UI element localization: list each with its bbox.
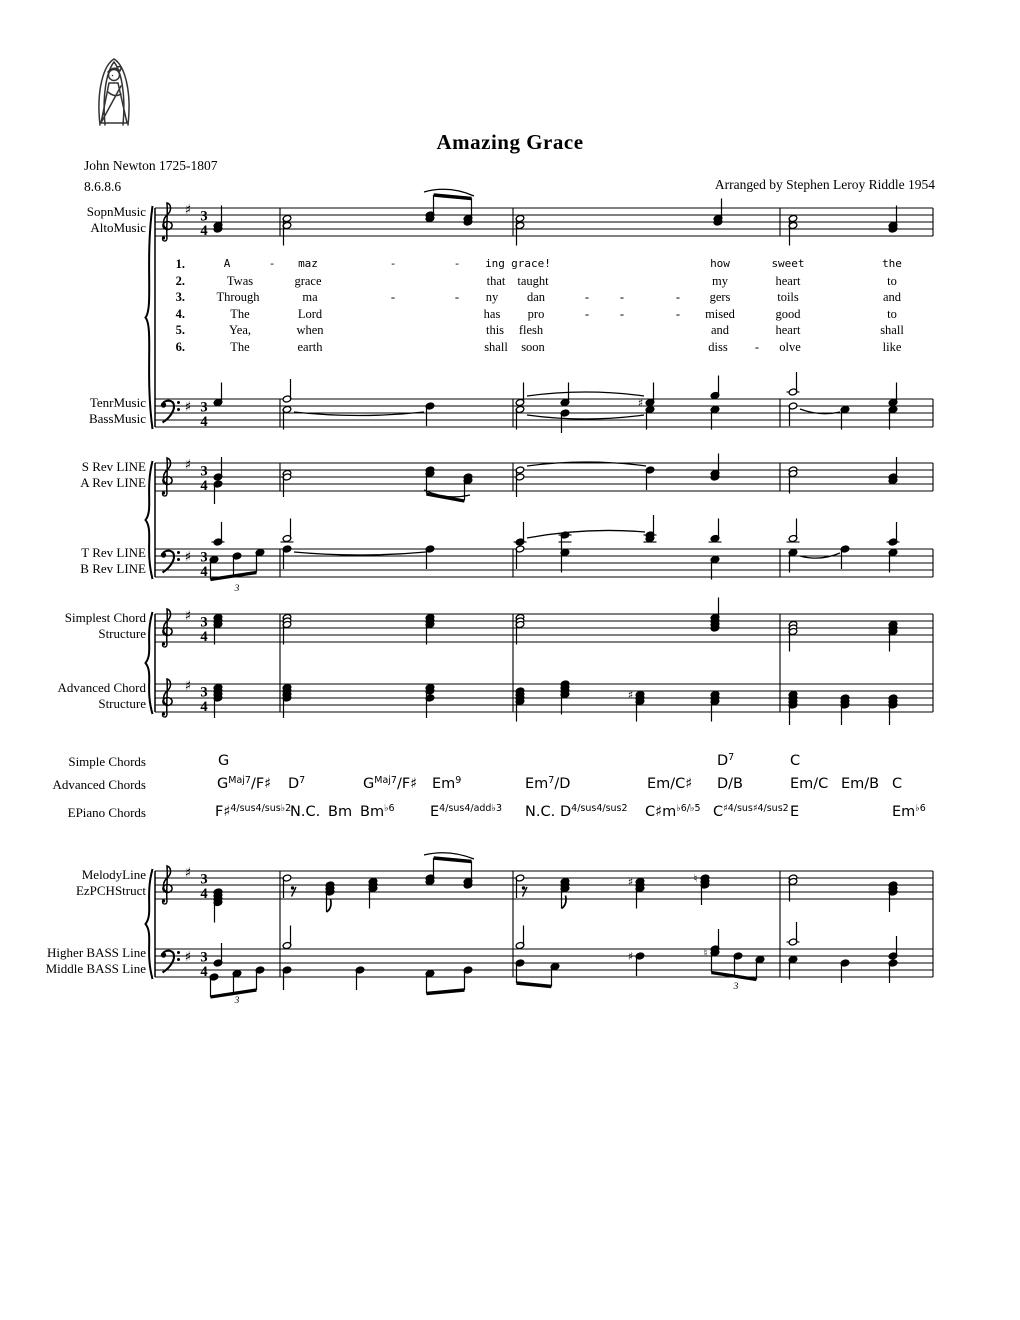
staff-label: Structure — [98, 696, 146, 711]
chord-root-text: E — [430, 804, 440, 820]
slur-tie — [527, 392, 644, 396]
lyric-syllable: maz — [298, 257, 318, 270]
meter-notation: 8.6.8.6 — [84, 179, 122, 194]
verse-number: 5. — [175, 323, 185, 338]
chord-symbol — [215, 803, 291, 823]
lyric-syllable: dan — [526, 290, 546, 305]
key-signature-sharp: ♯ — [184, 949, 192, 965]
chord-extension-superscript: Maj7 — [228, 774, 251, 786]
key-signature-sharp: ♯ — [184, 549, 192, 565]
lyric-syllable: Through — [216, 290, 260, 305]
chord-symbol — [717, 752, 734, 772]
staff-label: B Rev LINE — [80, 561, 146, 576]
accidental: ♮ — [693, 872, 698, 885]
time-signature-numerator: 3 — [200, 399, 208, 416]
staff-label: S Rev LINE — [81, 459, 146, 474]
lyric-syllable: when — [296, 323, 324, 338]
staff-label: BassMusic — [88, 411, 146, 426]
chord-symbol — [790, 752, 800, 770]
chord-root-text: Em/C♯ — [647, 776, 693, 792]
chord-root-text: Bm — [328, 804, 353, 820]
lyric-syllable: has — [483, 306, 501, 321]
chord-symbol — [525, 803, 555, 821]
bass-clef-icon — [177, 401, 180, 404]
bass-clef-icon — [177, 558, 180, 561]
chord-row-label: EPiano Chords — [67, 805, 146, 820]
verse-number: 1. — [175, 257, 185, 271]
chord-symbol — [713, 803, 789, 823]
eighth-flag — [562, 896, 567, 909]
tuplet-number: 3 — [234, 584, 240, 594]
lyric-syllable: - — [454, 290, 460, 305]
chord-symbol — [288, 775, 305, 795]
time-signature-numerator: 3 — [200, 463, 208, 480]
staff-label: Advanced Chord — [57, 680, 146, 695]
chord-extension-superscript: ♭6/♭5 — [676, 802, 701, 814]
page-title: Amazing Grace — [436, 130, 584, 154]
lyric-syllable: diss — [708, 340, 728, 354]
author-credit: John Newton 1725-1807 — [84, 158, 218, 173]
lyric-syllable: and — [882, 290, 902, 305]
lyric-syllable: ma — [302, 290, 318, 305]
staff-label: Simplest Chord — [64, 610, 146, 625]
lyric-syllable: the — [882, 257, 902, 270]
lyric-syllable: mised — [705, 306, 735, 321]
chord-root-text: Em — [892, 804, 916, 820]
chord-row-label: Simple Chords — [68, 754, 146, 769]
chord-extension-superscript: 9 — [455, 774, 462, 786]
lyric-syllable: ny — [485, 290, 499, 305]
treble-clef-icon — [162, 236, 165, 239]
chord-symbol — [790, 775, 828, 793]
chord-symbol — [841, 775, 879, 793]
time-signature-denominator: 4 — [200, 699, 208, 715]
staff-label: TenrMusic — [89, 395, 146, 410]
chord-root-text: D — [717, 753, 729, 769]
lyric-row — [0, 340, 1020, 356]
lyric-syllable: ing — [485, 257, 505, 270]
tuplet-number: 3 — [234, 996, 240, 1006]
slur-tie — [527, 415, 644, 419]
chord-root-text: F♯ — [215, 804, 231, 820]
chord-extension-superscript: ♭6 — [915, 802, 926, 814]
key-signature-sharp: ♯ — [184, 865, 192, 881]
lyric-syllable: olve — [779, 340, 801, 354]
verse-number: 4. — [175, 306, 185, 321]
beam — [426, 494, 464, 501]
bass-clef-icon — [177, 551, 180, 554]
chord-extension-superscript: 4/sus4/add♭3 — [439, 802, 502, 814]
lyric-syllable: grace! — [511, 257, 551, 270]
chord-root-text: N.C. — [290, 804, 321, 820]
beam — [434, 858, 472, 862]
staff-label: EzPCHStruct — [75, 883, 146, 898]
key-signature-sharp: ♯ — [184, 678, 192, 694]
treble-clef-icon — [162, 899, 165, 902]
lyric-syllable: earth — [297, 340, 323, 354]
time-signature-denominator: 4 — [200, 478, 208, 494]
chord-extension-superscript: 4/sus4/sus♭2 — [230, 802, 292, 814]
time-signature-numerator: 3 — [200, 871, 208, 888]
eighth-rest — [291, 886, 294, 889]
staff-label: Structure — [98, 626, 146, 641]
lyric-syllable: toils — [777, 290, 799, 305]
verse-number: 2. — [175, 273, 185, 288]
treble-clef-icon — [162, 642, 165, 645]
chord-extension-superscript: Maj7 — [374, 774, 397, 786]
lyric-syllable: pro — [527, 306, 545, 321]
chord-root-text: C♯m — [645, 804, 677, 820]
lyric-syllable: to — [887, 273, 897, 288]
lyric-syllable: grace — [294, 273, 322, 288]
chord-symbol — [328, 803, 352, 821]
lyric-syllable: good — [775, 306, 801, 321]
verse-number: 3. — [175, 290, 185, 305]
lyric-syllable: - — [619, 290, 625, 305]
chord-symbol — [892, 803, 926, 823]
chord-root-text: Em/C — [790, 776, 829, 792]
chord-root-text: Em — [432, 776, 456, 792]
lyric-syllable: - — [619, 306, 625, 321]
time-signature-numerator: 3 — [200, 208, 208, 225]
chord-row-label: Advanced Chords — [52, 777, 146, 792]
chord-root-text: /D — [554, 776, 571, 792]
chord-root-text: G — [218, 753, 230, 769]
lyric-syllable: sweet — [771, 257, 805, 270]
key-signature-sharp: ♯ — [184, 202, 192, 218]
chord-symbol — [432, 775, 461, 795]
lyric-syllable: flesh — [518, 323, 544, 338]
lyric-syllable: - — [390, 290, 396, 305]
time-signature-numerator: 3 — [200, 614, 208, 631]
chord-root-text: G — [363, 776, 375, 792]
chord-root-text: Em/B — [841, 776, 880, 792]
slur-tie — [294, 412, 424, 416]
bass-clef-icon — [177, 958, 180, 961]
lyric-syllable: and — [710, 323, 730, 338]
accidental: ♯ — [627, 688, 634, 702]
lyric-syllable: shall — [880, 323, 904, 338]
staff-label: Higher BASS Line — [47, 945, 146, 960]
bass-clef-icon — [177, 951, 180, 954]
beam — [434, 195, 472, 199]
chord-root-text: D — [560, 804, 572, 820]
chord-root-text: D/B — [717, 776, 743, 792]
chord-extension-superscript: ♯4/sus♯4/sus2 — [723, 802, 789, 814]
key-signature-sharp: ♯ — [184, 457, 192, 473]
accidental: ♯ — [627, 875, 634, 889]
lyric-syllable: - — [389, 257, 397, 270]
staff-label: A Rev LINE — [80, 475, 146, 490]
chord-symbol — [290, 803, 320, 821]
chord-root-text: C — [790, 753, 801, 769]
lyric-syllable: - — [268, 257, 276, 270]
beam — [516, 983, 551, 987]
chord-extension-superscript: ♭6 — [384, 802, 395, 814]
staff-label: AltoMusic — [90, 220, 146, 235]
slur-tie — [294, 552, 426, 555]
lyric-syllable: - — [584, 306, 590, 321]
staff-label: MelodyLine — [81, 867, 146, 882]
chord-root-text: Bm — [360, 804, 385, 820]
bass-clef-icon — [177, 408, 180, 411]
staff-label: SopnMusic — [86, 204, 146, 219]
chord-symbol — [790, 803, 799, 821]
chord-root-text: C — [892, 776, 903, 792]
chord-symbol — [892, 775, 902, 793]
time-signature-denominator: 4 — [200, 886, 208, 902]
lyric-syllable: heart — [775, 323, 801, 338]
lyric-syllable: that — [486, 273, 506, 288]
key-signature-sharp: ♯ — [184, 399, 192, 415]
lyric-syllable: shall — [484, 340, 508, 354]
chord-extension-superscript: 4/sus4/sus2 — [571, 802, 628, 814]
chord-symbol — [430, 803, 502, 823]
treble-clef-icon — [162, 712, 165, 715]
time-signature-denominator: 4 — [200, 964, 208, 980]
lyric-syllable: Yea, — [229, 323, 251, 338]
chord-root-text: C — [713, 804, 724, 820]
eighth-flag — [327, 899, 332, 912]
chord-extension-superscript: 7 — [299, 774, 306, 786]
lyric-syllable: Twas — [226, 273, 254, 288]
lyric-syllable: Lord — [297, 306, 323, 321]
lyric-syllable: this — [485, 323, 505, 338]
lyric-syllable: The — [230, 340, 250, 354]
time-signature-denominator: 4 — [200, 629, 208, 645]
lyric-row — [0, 307, 1020, 323]
time-signature-denominator: 4 — [200, 564, 208, 580]
chord-symbol — [360, 803, 395, 823]
key-signature-sharp: ♯ — [184, 608, 192, 624]
chord-root-text: N.C. — [525, 804, 556, 820]
time-signature-denominator: 4 — [200, 414, 208, 430]
lyric-syllable: - — [584, 290, 590, 305]
staff-label: T Rev LINE — [81, 545, 146, 560]
chord-root-text: D — [288, 776, 300, 792]
lyric-syllable: soon — [521, 340, 545, 354]
lyric-syllable: like — [882, 340, 902, 354]
system-brace — [146, 461, 153, 579]
lyric-syllable: - — [675, 306, 681, 321]
lyric-row — [0, 290, 1020, 306]
time-signature-numerator: 3 — [200, 949, 208, 966]
chord-symbol — [525, 775, 570, 795]
accidental: ♯ — [627, 950, 634, 963]
accidental: ♮ — [703, 946, 708, 960]
lyric-syllable: taught — [517, 273, 549, 288]
beam — [426, 990, 464, 994]
system-brace — [146, 869, 153, 979]
chord-symbol — [647, 775, 692, 793]
lyric-row — [0, 257, 1020, 273]
verse-number: 6. — [175, 340, 185, 354]
treble-clef-icon — [162, 491, 165, 494]
system-brace — [146, 612, 153, 714]
chord-extension-superscript: 7 — [728, 751, 735, 763]
chord-extension-superscript: 7 — [548, 774, 555, 786]
chord-symbol — [560, 803, 628, 823]
chord-root-text: /F♯ — [250, 776, 272, 792]
lyric-syllable: A — [223, 257, 231, 270]
chord-root-text: /F♯ — [396, 776, 418, 792]
lyric-row — [0, 274, 1020, 290]
staff-label: Middle BASS Line — [45, 961, 146, 976]
chord-root-text: G — [217, 776, 229, 792]
chord-symbol — [217, 775, 271, 795]
eighth-rest — [522, 886, 525, 889]
lyric-syllable: The — [230, 306, 250, 321]
chord-symbol — [645, 803, 701, 823]
tuplet-number: 3 — [733, 982, 739, 992]
slur-tie — [527, 530, 645, 538]
lyric-syllable: to — [887, 306, 897, 321]
lyric-syllable: - — [675, 290, 681, 305]
lyric-syllable: - — [754, 340, 760, 354]
lyric-syllable: my — [712, 273, 728, 288]
chord-symbol — [717, 775, 743, 793]
lyric-syllable: gers — [709, 290, 731, 305]
lyric-syllable: - — [453, 257, 461, 270]
arranger-credit: Arranged by Stephen Leroy Riddle 1954 — [714, 177, 935, 192]
lyric-syllable: heart — [775, 273, 801, 288]
lyric-syllable: how — [710, 257, 730, 270]
time-signature-numerator: 3 — [200, 684, 208, 701]
time-signature-denominator: 4 — [200, 223, 208, 239]
time-signature-numerator: 3 — [200, 549, 208, 566]
lyric-row — [0, 323, 1020, 339]
chord-root-text: E — [790, 804, 800, 820]
chord-symbol — [363, 775, 417, 795]
chord-symbol — [218, 752, 229, 770]
chord-root-text: Em — [525, 776, 549, 792]
accidental: ♯ — [637, 396, 644, 410]
